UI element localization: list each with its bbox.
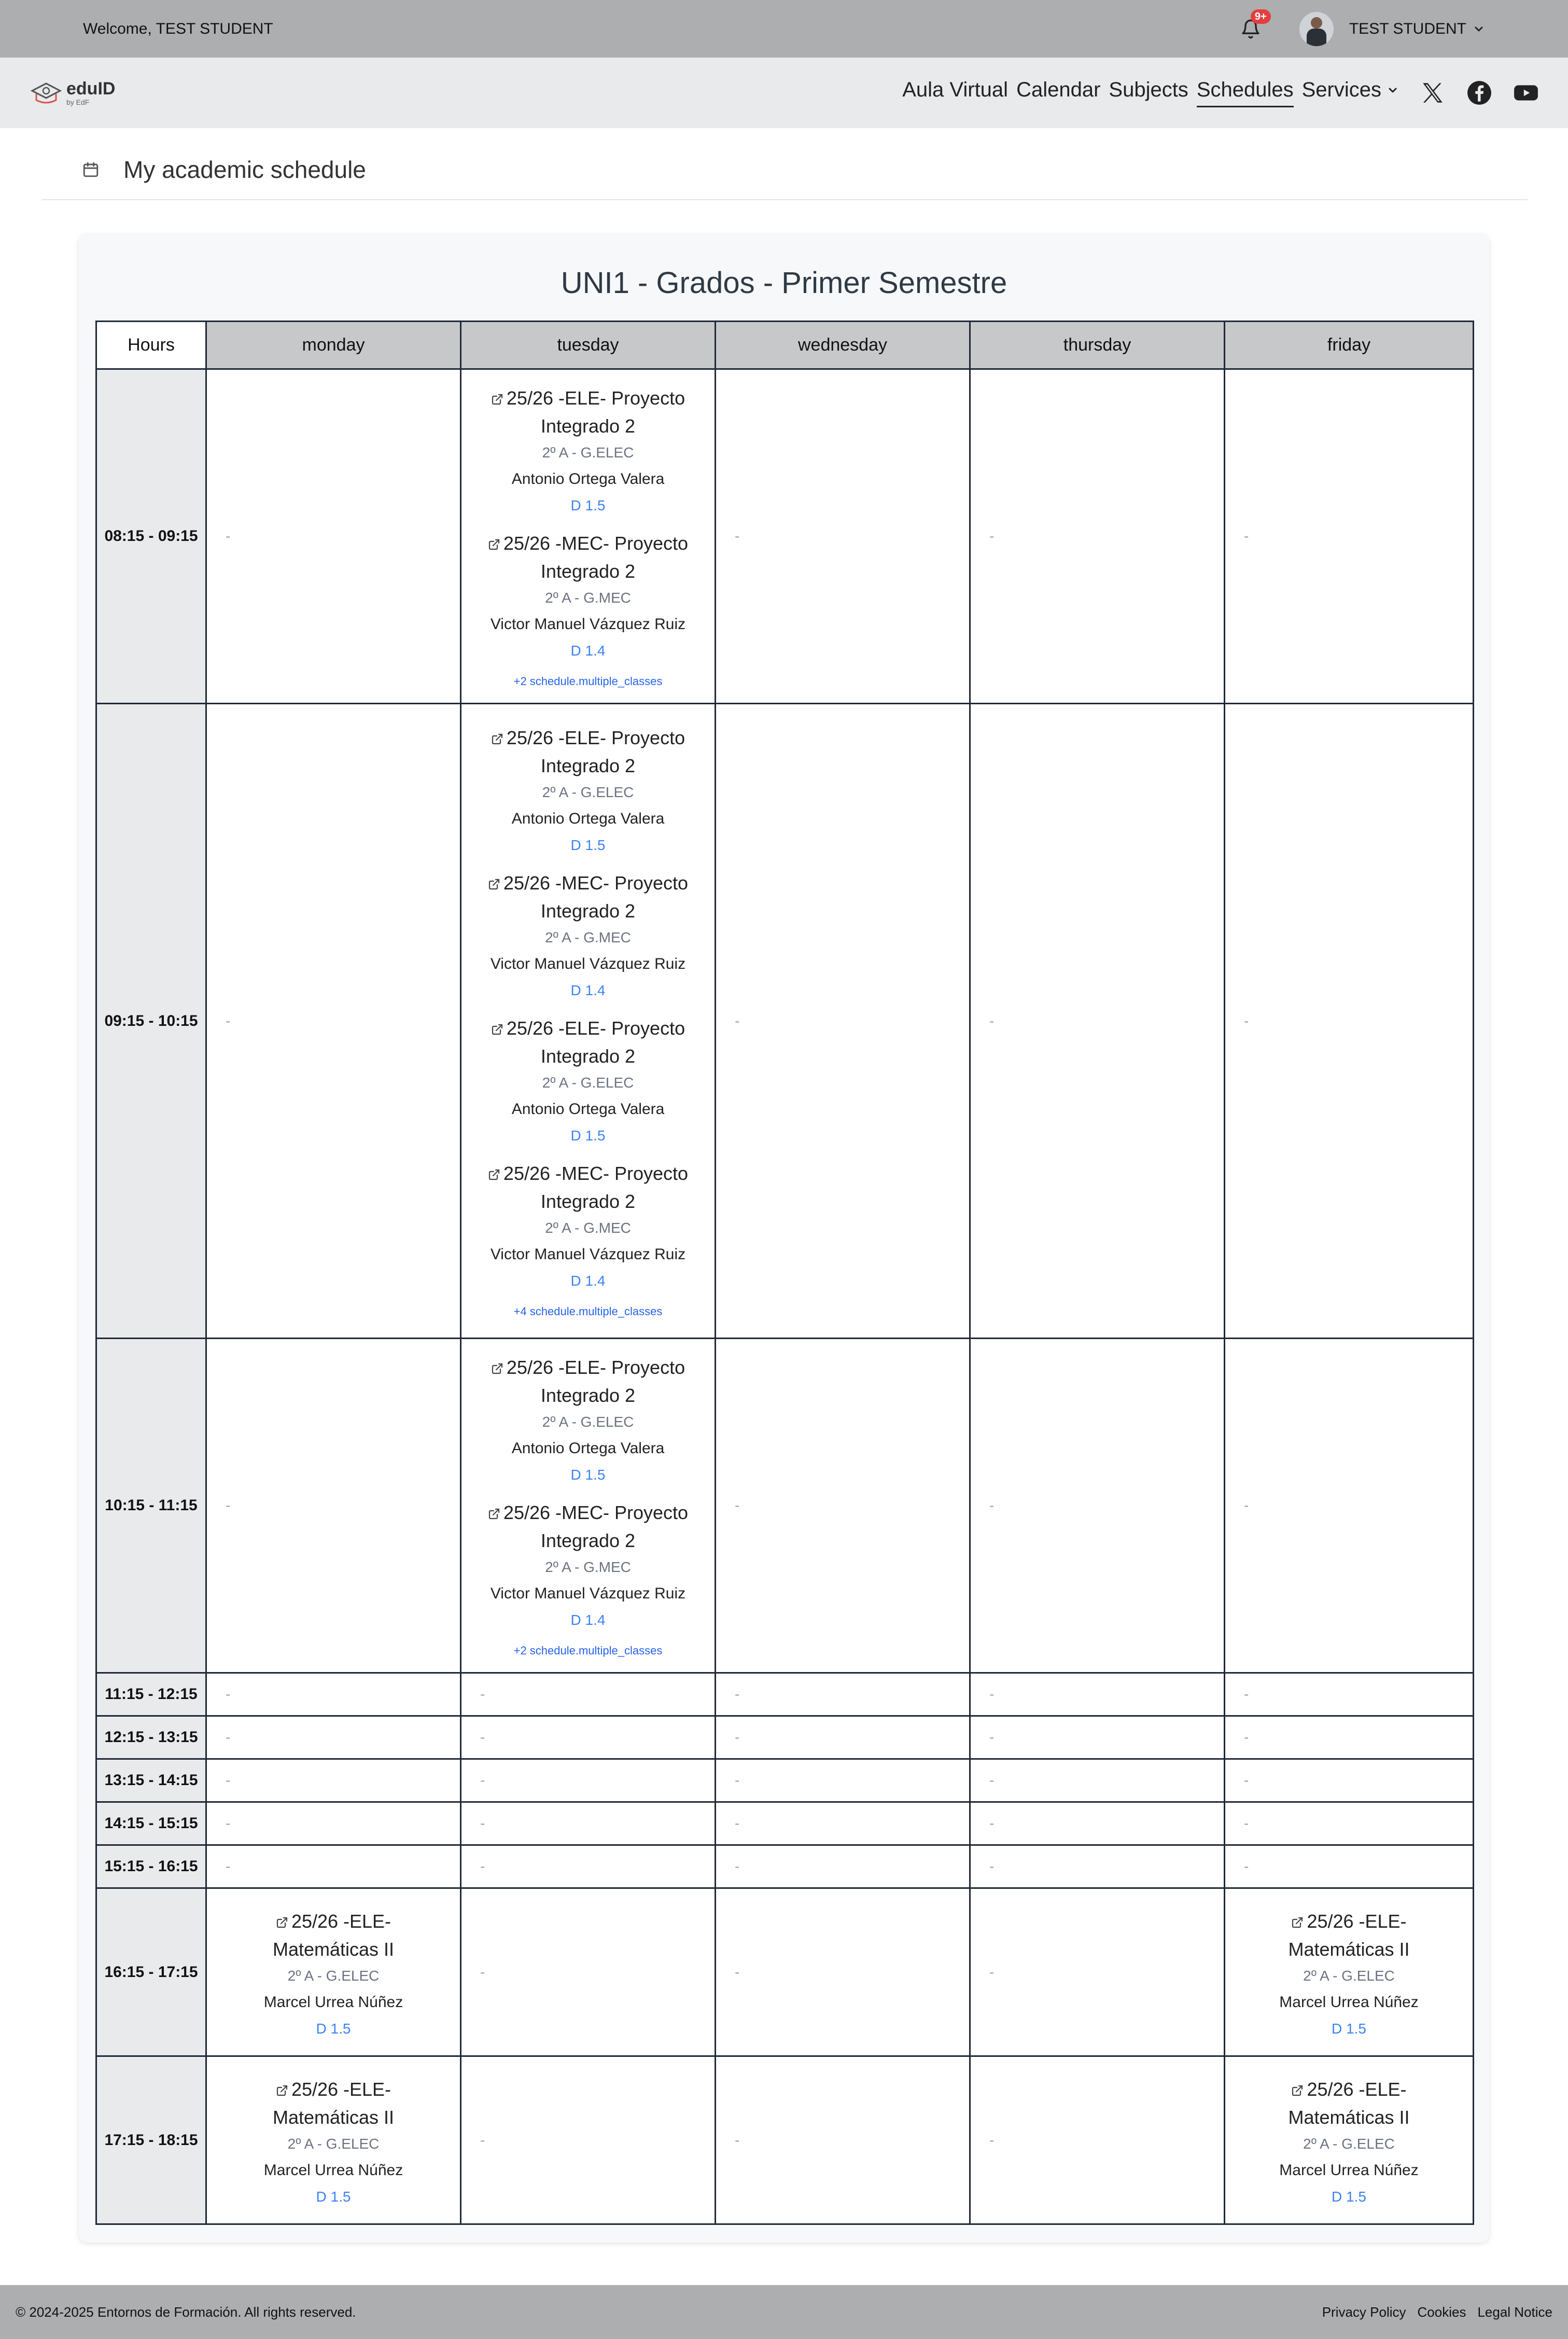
nav-services-label: Services (1301, 78, 1381, 101)
schedule-table (95, 321, 1474, 2225)
class-teacher: Marcel Urrea Núñez (263, 1993, 403, 2011)
table-row (96, 1888, 1474, 2056)
class-room-link[interactable]: D 1.5 (1332, 2020, 1366, 2037)
topbar-right (1235, 12, 1485, 46)
class-entry (480, 1354, 696, 1483)
legal-notice-link[interactable]: Legal Notice (1477, 2304, 1552, 2320)
schedule-cell-friday (1225, 2056, 1474, 2224)
class-room-link[interactable]: D 1.5 (570, 497, 606, 513)
schedule-cell-thursday: - (970, 1759, 1225, 1802)
schedule-cell-friday: - (1225, 1339, 1474, 1673)
schedule-cell-tuesday: - (461, 1888, 716, 2056)
class-room-link[interactable]: D 1.4 (570, 1612, 606, 1628)
class-teacher: Antonio Ortega Valera (511, 810, 665, 827)
multiple-classes-link[interactable]: +4 schedule.multiple_classes (513, 1304, 663, 1318)
schedule-card (79, 234, 1489, 2243)
class-title-link[interactable] (1244, 1908, 1454, 1964)
class-group: 2º A - G.ELEC (287, 1967, 380, 1984)
external-link-icon (488, 878, 500, 890)
day-header-thursday: thursday (970, 322, 1225, 369)
class-title-link[interactable] (480, 1014, 696, 1070)
class-group: 2º A - G.MEC (545, 929, 631, 945)
class-entry (480, 530, 696, 659)
class-teacher: Victor Manuel Vázquez Ruiz (490, 1585, 686, 1602)
schedule-cell-wednesday: - (716, 1845, 970, 1888)
class-room-link[interactable]: D 1.4 (570, 982, 606, 998)
class-teacher: Victor Manuel Vázquez Ruiz (490, 1245, 686, 1263)
schedule-cell-friday (1225, 1888, 1474, 2056)
class-group: 2º A - G.ELEC (542, 444, 634, 461)
external-link-icon (488, 1508, 500, 1520)
class-room-link[interactable]: D 1.4 (570, 1272, 606, 1289)
class-title: 25/26 -MEC- Proyecto Integrado 2 (503, 533, 689, 582)
class-teacher: Antonio Ortega Valera (511, 1440, 665, 1457)
schedule-cell-friday: - (1225, 1802, 1474, 1845)
hour-cell: 15:15 - 16:15 (96, 1845, 206, 1888)
class-title: 25/26 -MEC- Proyecto Integrado 2 (503, 872, 689, 922)
youtube-icon (1513, 80, 1539, 106)
class-group: 2º A - G.ELEC (542, 1414, 634, 1430)
day-header-wednesday: wednesday (716, 322, 970, 369)
schedule-cell-wednesday: - (716, 369, 970, 704)
nav-services[interactable] (1302, 78, 1399, 107)
schedule-cell-monday: - (206, 1802, 461, 1845)
schedule-cell-thursday: - (970, 1845, 1225, 1888)
class-entry (480, 869, 696, 999)
external-link-icon (276, 2084, 288, 2097)
x-twitter-icon (1420, 80, 1446, 106)
hour-cell: 16:15 - 17:15 (96, 1888, 206, 2056)
schedule-cell-monday: - (206, 1845, 461, 1888)
schedule-title: UNI1 - Grados - Primer Semestre (561, 266, 1007, 300)
class-title: 25/26 -MEC- Proyecto Integrado 2 (503, 1162, 689, 1212)
schedule-cell-thursday: - (970, 1716, 1225, 1759)
class-title-link[interactable] (480, 1354, 696, 1410)
schedule-cell-thursday: - (970, 1802, 1225, 1845)
logo-name: eduID (66, 79, 116, 99)
table-row (96, 1802, 1474, 1845)
schedule-cell-tuesday (461, 704, 716, 1339)
nav-bar (0, 58, 1568, 128)
class-group: 2º A - G.ELEC (287, 2135, 380, 2152)
x-twitter-link[interactable] (1420, 80, 1446, 106)
avatar[interactable] (1299, 12, 1334, 46)
class-room-link[interactable]: D 1.5 (1332, 2188, 1366, 2205)
class-title: 25/26 -ELE- Matemáticas II (272, 2078, 395, 2128)
class-room-link[interactable]: D 1.5 (570, 1467, 606, 1483)
day-header-monday: monday (206, 322, 461, 369)
schedule-cell-thursday: - (970, 369, 1225, 704)
schedule-cell-friday: - (1225, 1716, 1474, 1759)
class-title: 25/26 -ELE- Matemáticas II (1288, 1910, 1410, 1960)
user-name: TEST STUDENT (1349, 20, 1466, 37)
table-row (96, 1759, 1474, 1802)
top-bar (0, 0, 1568, 58)
table-row (96, 1716, 1474, 1759)
main-nav (894, 78, 1539, 107)
class-teacher: Marcel Urrea Núñez (263, 2161, 403, 2179)
schedule-cell-monday: - (206, 1759, 461, 1802)
day-header-tuesday: tuesday (461, 322, 716, 369)
class-title-link[interactable] (480, 1160, 696, 1216)
class-entry (480, 724, 696, 854)
class-title: 25/26 -ELE- Proyecto Integrado 2 (506, 387, 685, 437)
external-link-icon (1291, 2084, 1304, 2097)
class-entry (480, 1014, 696, 1144)
class-teacher: Victor Manuel Vázquez Ruiz (490, 616, 686, 633)
eduid-logo-icon (29, 79, 63, 106)
schedule-cell-tuesday: - (461, 2056, 716, 2224)
privacy-policy-link[interactable]: Privacy Policy (1322, 2304, 1406, 2320)
schedule-header-row (96, 322, 1474, 369)
class-room-link[interactable]: D 1.5 (570, 837, 606, 853)
class-room-link[interactable]: D 1.5 (316, 2188, 351, 2205)
class-title: 25/26 -ELE- Proyecto Integrado 2 (506, 1017, 685, 1067)
schedule-cell-monday: - (206, 1716, 461, 1759)
schedule-cell-thursday: - (970, 704, 1225, 1339)
class-teacher: Antonio Ortega Valera (511, 470, 665, 488)
class-group: 2º A - G.ELEC (1303, 2135, 1395, 2152)
class-title: 25/26 -ELE- Matemáticas II (272, 1910, 395, 1960)
schedule-cell-tuesday (461, 1339, 716, 1673)
class-room-link[interactable]: D 1.5 (570, 1127, 606, 1144)
hour-cell: 10:15 - 11:15 (96, 1339, 206, 1673)
chevron-down-icon (1387, 84, 1399, 96)
class-entry (480, 384, 696, 514)
class-entry (480, 1160, 696, 1289)
schedule-cell-tuesday: - (461, 1759, 716, 1802)
copyright: © 2024-2025 Entornos de Formación. All rights reserved. (16, 2304, 356, 2320)
multiple-classes-link[interactable]: +2 schedule.multiple_classes (513, 1644, 663, 1657)
table-row (96, 704, 1474, 1339)
external-link-icon (491, 733, 503, 745)
schedule-cell-wednesday: - (716, 1759, 970, 1802)
calendar-icon (82, 161, 100, 178)
nav-aula-virtual[interactable]: Aula Virtual (902, 78, 1009, 101)
schedule-cell-monday: - (206, 1673, 461, 1716)
class-entry (226, 1908, 441, 2037)
notifications-button[interactable] (1235, 10, 1267, 45)
table-row (96, 2056, 1474, 2224)
class-title: 25/26 -ELE- Matemáticas II (1288, 2078, 1410, 2128)
schedule-cell-thursday: - (970, 2056, 1225, 2224)
class-entry (480, 1499, 696, 1628)
hour-cell: 14:15 - 15:15 (96, 1802, 206, 1845)
class-teacher: Marcel Urrea Núñez (1279, 1993, 1419, 2011)
class-title-link[interactable] (480, 724, 696, 780)
chevron-down-icon (1473, 23, 1485, 35)
nav-calendar[interactable]: Calendar (1016, 78, 1101, 101)
user-menu[interactable] (1349, 20, 1485, 38)
cookies-link[interactable]: Cookies (1417, 2304, 1466, 2320)
hour-cell: 13:15 - 14:15 (96, 1759, 206, 1802)
hour-cell: 09:15 - 10:15 (96, 704, 206, 1339)
schedule-cell-monday (206, 1888, 461, 2056)
class-title-link[interactable] (1244, 2076, 1454, 2132)
schedule-cell-wednesday: - (716, 1716, 970, 1759)
facebook-link[interactable] (1466, 80, 1492, 106)
class-entry (1244, 1908, 1454, 2037)
logo[interactable] (29, 79, 115, 106)
class-title: 25/26 -MEC- Proyecto Integrado 2 (503, 1502, 689, 1551)
nav-schedules[interactable]: Schedules (1197, 78, 1294, 107)
class-teacher: Victor Manuel Vázquez Ruiz (490, 955, 686, 972)
multiple-classes-link[interactable]: +2 schedule.multiple_classes (513, 675, 663, 688)
logo-sub: by EdF (66, 98, 90, 106)
table-row (96, 369, 1474, 704)
schedule-cell-tuesday: - (461, 1716, 716, 1759)
class-title-link[interactable] (480, 869, 696, 925)
schedule-cell-monday: - (206, 369, 461, 704)
class-room-link[interactable]: D 1.4 (570, 643, 606, 659)
schedule-cell-friday: - (1225, 369, 1474, 704)
hour-cell: 08:15 - 09:15 (96, 369, 206, 704)
schedule-cell-monday: - (206, 704, 461, 1339)
hour-cell: 17:15 - 18:15 (96, 2056, 206, 2224)
youtube-link[interactable] (1513, 80, 1539, 106)
class-title-link[interactable] (480, 530, 696, 586)
page-header (41, 150, 1528, 200)
facebook-icon (1466, 80, 1492, 106)
external-link-icon (491, 1362, 503, 1375)
schedule-cell-tuesday: - (461, 1802, 716, 1845)
table-row (96, 1339, 1474, 1673)
schedule-cell-tuesday: - (461, 1673, 716, 1716)
class-title: 25/26 -ELE- Proyecto Integrado 2 (506, 1357, 685, 1406)
external-link-icon (1291, 1916, 1304, 1929)
welcome-text: Welcome, TEST STUDENT (83, 20, 273, 37)
footer-links (1311, 2304, 1552, 2320)
hour-cell: 11:15 - 12:15 (96, 1673, 206, 1716)
external-link-icon (488, 1168, 500, 1181)
schedule-cell-monday: - (206, 1339, 461, 1673)
class-title-link[interactable] (226, 2076, 441, 2132)
notifications-badge: 9+ (1251, 9, 1271, 24)
class-group: 2º A - G.MEC (545, 590, 631, 606)
class-entry (1244, 2076, 1454, 2205)
class-title-link[interactable] (480, 384, 696, 440)
schedule-cell-wednesday: - (716, 1673, 970, 1716)
schedule-cell-wednesday: - (716, 2056, 970, 2224)
schedule-cell-wednesday: - (716, 1888, 970, 2056)
schedule-cell-tuesday: - (461, 1845, 716, 1888)
class-group: 2º A - G.ELEC (542, 1074, 634, 1091)
external-link-icon (276, 1916, 288, 1929)
class-group: 2º A - G.MEC (545, 1219, 631, 1236)
class-group: 2º A - G.MEC (545, 1559, 631, 1575)
class-title-link[interactable] (226, 1908, 441, 1964)
class-title-link[interactable] (480, 1499, 696, 1555)
schedule-cell-friday: - (1225, 1845, 1474, 1888)
schedule-cell-wednesday: - (716, 704, 970, 1339)
table-row (96, 1845, 1474, 1888)
schedule-cell-thursday: - (970, 1888, 1225, 2056)
external-link-icon (491, 1023, 503, 1036)
schedule-cell-friday: - (1225, 704, 1474, 1339)
schedule-cell-tuesday (461, 369, 716, 704)
day-header-friday: friday (1225, 322, 1474, 369)
page-title: My academic schedule (123, 156, 366, 183)
class-entry (226, 2076, 441, 2205)
hours-header: Hours (96, 322, 206, 369)
class-teacher: Antonio Ortega Valera (511, 1100, 665, 1118)
schedule-cell-wednesday: - (716, 1339, 970, 1673)
schedule-cell-thursday: - (970, 1339, 1225, 1673)
schedule-cell-monday (206, 2056, 461, 2224)
class-teacher: Marcel Urrea Núñez (1279, 2161, 1419, 2179)
schedule-cell-wednesday: - (716, 1802, 970, 1845)
schedule-cell-friday: - (1225, 1673, 1474, 1716)
external-link-icon (488, 538, 500, 551)
schedule-cell-friday: - (1225, 1759, 1474, 1802)
class-group: 2º A - G.ELEC (1303, 1967, 1395, 1984)
table-row (96, 1673, 1474, 1716)
schedule-cell-thursday: - (970, 1673, 1225, 1716)
external-link-icon (491, 393, 503, 406)
hour-cell: 12:15 - 13:15 (96, 1716, 206, 1759)
nav-subjects[interactable]: Subjects (1109, 78, 1188, 101)
class-title: 25/26 -ELE- Proyecto Integrado 2 (506, 727, 685, 776)
class-group: 2º A - G.ELEC (542, 784, 634, 800)
footer (0, 2285, 1568, 2339)
class-room-link[interactable]: D 1.5 (316, 2020, 351, 2037)
